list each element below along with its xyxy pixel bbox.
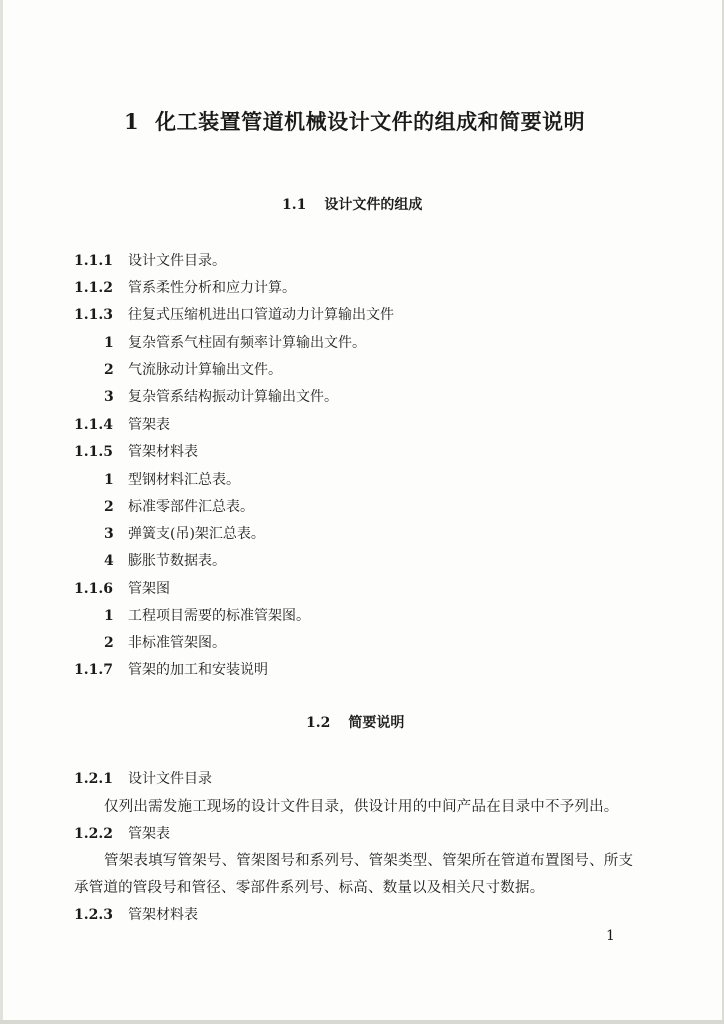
section-title-text: 设计文件的组成 xyxy=(324,197,423,213)
scan-edge-bottom xyxy=(0,1020,724,1024)
section-title-1-2 xyxy=(306,712,404,732)
list-subitem: 2 标准零部件汇总表。 xyxy=(104,499,254,515)
subsection-heading: 1.2.2 管架表 xyxy=(74,826,170,842)
list-item: 1.1.7 管架的加工和安装说明 xyxy=(74,662,268,678)
list-item: 1.1.1 设计文件目录。 xyxy=(74,253,226,269)
list-item: 1.1.2 管系柔性分析和应力计算。 xyxy=(74,280,296,296)
paragraph: 仅列出需发施工现场的设计文件目录，供设计用的中间产品在目录中不予列出。 xyxy=(104,799,619,815)
chapter-title-text: 化工装置管道机械设计文件的组成和简要说明 xyxy=(155,109,586,134)
list-subitem: 3 复杂管系结构振动计算输出文件。 xyxy=(104,389,338,405)
list-subitem: 1 型钢材料汇总表。 xyxy=(104,472,240,488)
list-subitem: 1 工程项目需要的标准管架图。 xyxy=(104,608,310,624)
chapter-number: 1 xyxy=(124,109,140,134)
subsection-heading: 1.2.1 设计文件目录 xyxy=(74,771,212,787)
list-subitem: 2 气流脉动计算输出文件。 xyxy=(104,362,282,378)
page-number: 1 xyxy=(606,928,615,944)
list-subitem: 4 膨胀节数据表。 xyxy=(104,553,226,569)
section-number: 1.1 xyxy=(282,197,307,213)
subsection-heading: 1.2.3 管架材料表 xyxy=(74,907,198,923)
list-subitem: 2 非标准管架图。 xyxy=(104,635,226,651)
list-item: 1.1.3 往复式压缩机进出口管道动力计算输出文件 xyxy=(74,307,394,323)
list-subitem: 3 弹簧支(吊)架汇总表。 xyxy=(104,526,265,542)
list-subitem: 1 复杂管系气柱固有频率计算输出文件。 xyxy=(104,335,366,351)
list-item: 1.1.6 管架图 xyxy=(74,581,170,597)
scan-edge-left xyxy=(0,0,3,1024)
section-number: 1.2 xyxy=(306,715,331,731)
section-title-1-1 xyxy=(282,194,422,214)
chapter-title xyxy=(124,106,585,136)
paragraph-continuation: 承管道的管段号和管径、零部件系列号、标高、数量以及相关尺寸数据。 xyxy=(74,880,545,896)
paragraph: 管架表填写管架号、管架图号和系列号、管架类型、管架所在管道布置图号、所支 xyxy=(104,853,634,869)
list-item: 1.1.5 管架材料表 xyxy=(74,444,198,460)
list-item: 1.1.4 管架表 xyxy=(74,417,170,433)
section-title-text: 简要说明 xyxy=(348,715,405,731)
